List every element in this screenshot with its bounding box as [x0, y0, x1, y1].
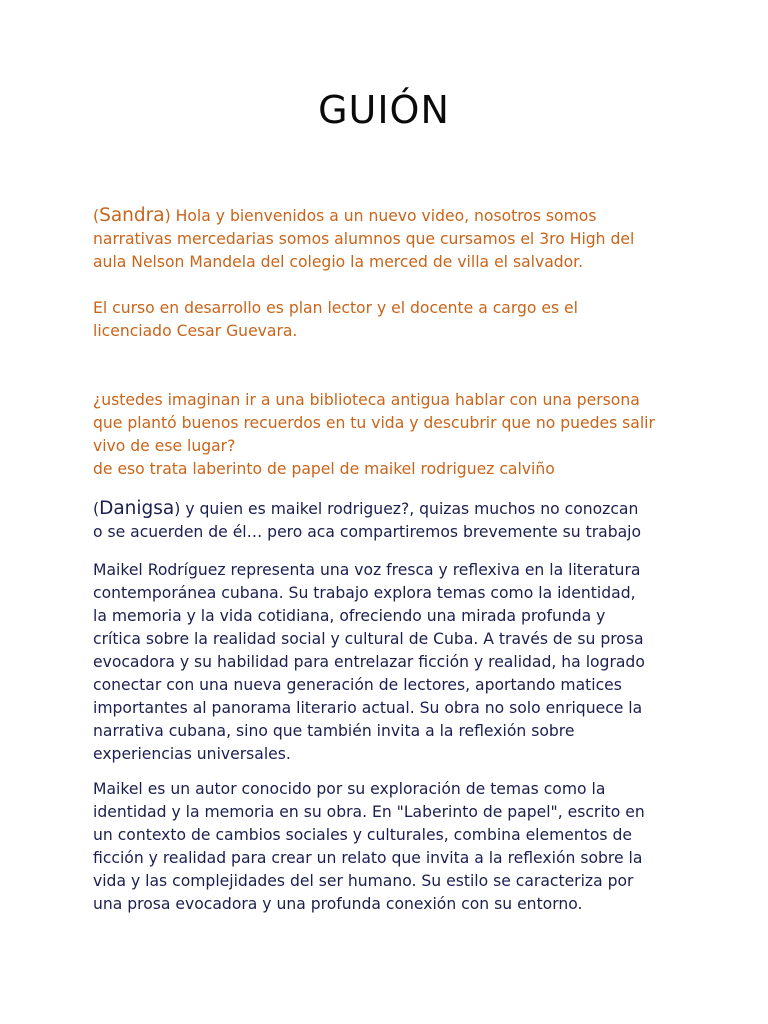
para1-line-8: narrativa cubana, sino que también invita a la reflexión sobre	[93, 722, 575, 740]
speaker-danigsa: Danigsa	[99, 498, 175, 519]
danigsa-line-2: o se acuerden de él… pero aca compartiremos brevemente su trabajo	[93, 523, 642, 541]
para1-line-3: la memoria y la vida cotidiana, ofreciendo una mirada profunda y	[93, 607, 606, 625]
question-line-2: que plantó buenos recuerdos en tu vida y descubrir que no puedes salir	[93, 414, 655, 432]
para2-line-3: un contexto de cambios sociales y culturales, combina elementos de	[93, 826, 632, 844]
para1-line-2: contemporánea cubana. Su trabajo explora temas como la identidad,	[93, 584, 636, 602]
speaker-sandra: Sandra	[99, 205, 165, 226]
course-line-2: licenciado Cesar Guevara.	[93, 322, 298, 340]
para2-line-4: ficción y realidad para crear un relato que invita a la reflexión sobre la	[93, 849, 643, 867]
intro-line-2: narrativas mercedarias somos alumnos que cursamos el 3ro High del	[93, 230, 635, 248]
para1-line-9: experiencias universales.	[93, 745, 291, 763]
author-paragraph-1	[93, 559, 683, 766]
close-paren: )	[164, 207, 171, 225]
course-paragraph	[93, 297, 683, 343]
close-paren: )	[174, 500, 181, 518]
para2-line-1: Maikel es un autor conocido por su exploración de temas como la	[93, 780, 606, 798]
intro-line-3: aula Nelson Mandela del colegio la merced de villa el salvador.	[93, 253, 584, 271]
question-line-4: de eso trata laberinto de papel de maikel rodriguez calviño	[93, 460, 555, 478]
intro-line-1	[93, 204, 683, 228]
para1-line-1: Maikel Rodríguez representa una voz fresca y reflexiva en la literatura	[93, 561, 641, 579]
question-paragraph	[93, 389, 683, 481]
para2-line-6: una prosa evocadora y una profunda conexión con su entorno.	[93, 895, 583, 913]
danigsa-text: y quien es maikel rodriguez?, quizas muchos no conozcan	[180, 500, 639, 518]
para1-line-7: importantes al panorama literario actual. Su obra no solo enriquece la	[93, 699, 643, 717]
para1-line-6: conectar con una nueva generación de lectores, aportando matices	[93, 676, 622, 694]
course-line-1: El curso en desarrollo es plan lector y el docente a cargo es el	[93, 299, 578, 317]
danigsa-paragraph	[93, 497, 683, 544]
author-paragraph-2	[93, 778, 683, 916]
para1-line-4: crítica sobre la realidad social y cultural de Cuba. A través de su prosa	[93, 630, 644, 648]
question-line-1: ¿ustedes imaginan ir a una biblioteca antigua hablar con una persona	[93, 391, 640, 409]
intro-text: Hola y bienvenidos a un nuevo video, nosotros somos	[170, 207, 597, 225]
para2-line-2: identidad y la memoria en su obra. En "Laberinto de papel", escrito en	[93, 803, 645, 821]
question-line-3: vivo de ese lugar?	[93, 437, 236, 455]
danigsa-line-1	[93, 497, 683, 521]
para2-line-5: vida y las complejidades del ser humano. Su estilo se caracteriza por	[93, 872, 634, 890]
page-title: GUIÓN	[318, 88, 450, 132]
para1-line-5: evocadora y su habilidad para entrelazar ficción y realidad, ha logrado	[93, 653, 645, 671]
open-paren: (	[93, 207, 100, 225]
intro-paragraph	[93, 204, 683, 274]
open-paren: (	[93, 500, 100, 518]
